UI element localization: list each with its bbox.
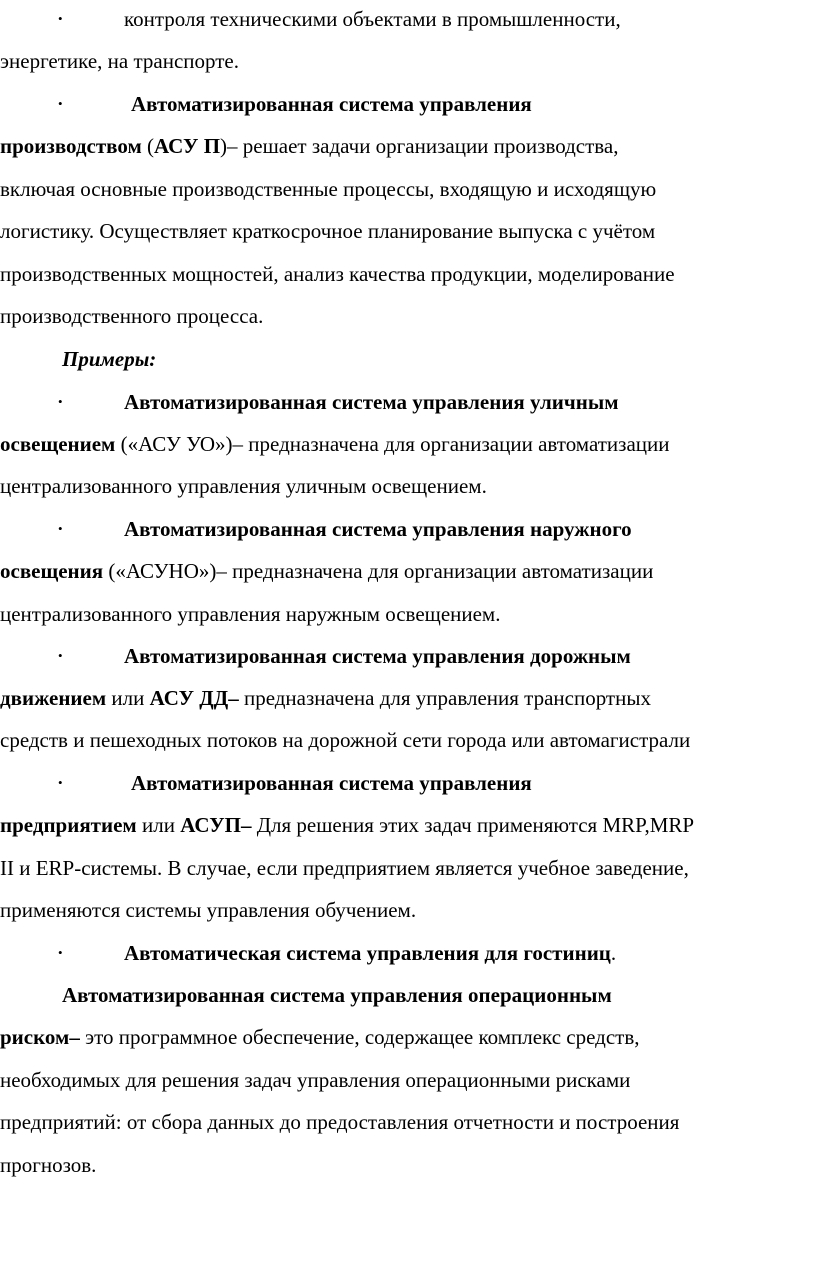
bullet-4-line-1 xyxy=(124,643,631,669)
bullet-3-line-2 xyxy=(0,558,653,584)
bullet-0-line-1: контроля техническими объектами в промышленности, xyxy=(124,7,621,31)
bullet-2-line-1 xyxy=(124,389,619,415)
risk-line-2 xyxy=(0,1024,640,1050)
bullet-2-line-2 xyxy=(0,431,669,457)
bullet-2-line-3: централизованного управления уличным освещением. xyxy=(0,474,487,498)
bullet-3-line-1 xyxy=(124,516,632,542)
text: ( xyxy=(141,134,155,158)
bullet-1-line-3: включая основные производственные процессы, входящую и исходящую xyxy=(0,177,657,201)
risk-line-5: прогнозов. xyxy=(0,1153,97,1177)
text: или xyxy=(136,813,181,837)
bullet-1-line-5: производственных мощностей, анализ качества продукции, моделирование xyxy=(0,262,675,286)
bullet-marker: • xyxy=(58,648,63,663)
bullet-1-line-4: логистику. Осуществляет краткосрочное планирование выпуска с учётом xyxy=(0,219,656,243)
term-heading: Автоматизированная система управления наружного xyxy=(124,517,632,541)
text: это программное обеспечение, содержащее комплекс средств, xyxy=(79,1025,640,1049)
abbreviation: АСУП– xyxy=(180,813,252,837)
term-heading: Автоматизированная система управления уличным xyxy=(124,390,619,414)
risk-line-3: необходимых для решения задач управления операционными рисками xyxy=(0,1068,631,1092)
examples-label: Примеры: xyxy=(62,347,157,371)
bullet-3-line-3: централизованного управления наружным освещением. xyxy=(0,602,501,626)
bullet-marker: • xyxy=(58,96,63,111)
text: («АСУ УО»)– предназначена для организации автоматизации xyxy=(115,432,670,456)
bullet-marker: • xyxy=(58,775,63,790)
term-heading: освещением xyxy=(0,432,116,456)
term-heading: производством xyxy=(0,134,142,158)
bullet-marker: • xyxy=(58,521,63,536)
bullet-5-line-3: II и ERP-системы. В случае, если предприятием является учебное заведение, xyxy=(0,856,689,880)
term-heading: Автоматизированная система управления операционным xyxy=(62,983,612,1007)
text: («АСУНО»)– предназначена для организации автоматизации xyxy=(103,559,654,583)
bullet-marker: • xyxy=(58,394,63,409)
term-heading: Автоматизированная система управления xyxy=(131,92,532,116)
bullet-5-line-4: применяются системы управления обучением. xyxy=(0,898,417,922)
term-heading: Автоматизированная система управления xyxy=(131,771,532,795)
text: )– решает задачи организации производства, xyxy=(220,134,619,158)
term-heading: риском– xyxy=(0,1025,80,1049)
term-heading: Автоматическая система управления для гостиниц xyxy=(124,941,611,965)
bullet-5-line-1 xyxy=(131,770,532,796)
text: . xyxy=(610,941,617,965)
abbreviation: АСУ П xyxy=(154,134,221,158)
bullet-1-line-1 xyxy=(131,91,532,117)
text: Для решения этих задач применяются MRP,MRP xyxy=(251,813,695,837)
bullet-6-line-1 xyxy=(124,940,616,966)
risk-line-4: предприятий: от сбора данных до предоставления отчетности и построения xyxy=(0,1110,680,1134)
risk-line-1 xyxy=(62,982,612,1008)
term-heading: движением xyxy=(0,686,107,710)
bullet-5-line-2 xyxy=(0,812,694,838)
text: или xyxy=(106,686,150,710)
bullet-1-line-6: производственного процесса. xyxy=(0,304,264,328)
bullet-4-line-2 xyxy=(0,685,651,711)
abbreviation: АСУ ДД– xyxy=(149,686,239,710)
bullet-marker: • xyxy=(58,11,63,26)
bullet-0-line-2: энергетике, на транспорте. xyxy=(0,49,239,73)
term-heading: освещения xyxy=(0,559,104,583)
bullet-marker: • xyxy=(58,945,63,960)
text: предназначена для управления транспортных xyxy=(238,686,651,710)
term-heading: предприятием xyxy=(0,813,137,837)
term-heading: Автоматизированная система управления дорожным xyxy=(124,644,631,668)
bullet-4-line-3: средств и пешеходных потоков на дорожной сети города или автомагистрали xyxy=(0,728,691,752)
bullet-1-line-2 xyxy=(0,133,619,159)
